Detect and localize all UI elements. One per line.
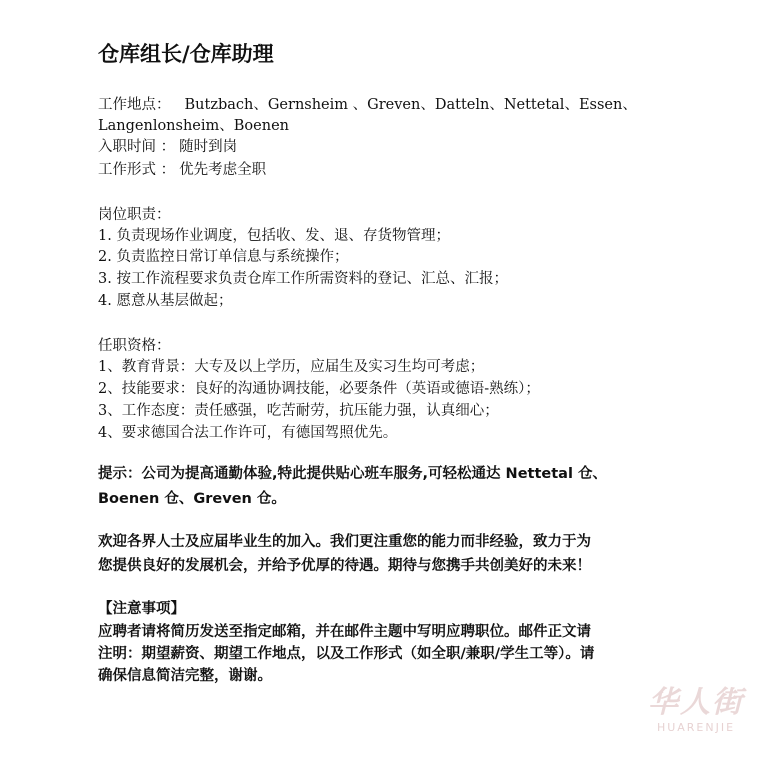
duty-item: 3. 按工作流程要求负责仓库工作所需资料的登记、汇总、汇报； [98, 271, 508, 287]
work-location-label: 工作地点： [98, 97, 171, 113]
work-form-label: 工作形式 ： [98, 162, 176, 178]
requirements-heading: 任职资格： [98, 338, 171, 354]
work-location-line [98, 95, 637, 116]
watermark-english: HUARENJIE [656, 721, 736, 734]
notice-line-3: 确保信息简洁完整，谢谢。 [98, 668, 272, 684]
duties-heading: 岗位职责： [98, 207, 171, 223]
page-title: 仓库组长/仓库助理 [98, 41, 274, 66]
requirement-item: 2、技能要求：良好的沟通协调技能，必要条件（英语或德语-熟练）； [98, 381, 540, 397]
notice-line-2: 注明：期望薪资、期望工作地点，以及工作形式（如全职/兼职/学生工等）。请 [98, 646, 595, 662]
watermark-chinese: 华人街 [648, 685, 744, 720]
work-location-line-2: Langenlonsheim、Boenen [98, 118, 289, 134]
duty-item: 1. 负责现场作业调度，包括收、发、退、存货物管理； [98, 228, 450, 244]
start-time-line [98, 137, 237, 158]
work-form-value: 优先考虑全职 [179, 162, 267, 178]
shuttle-tip-line-2: Boenen 仓、Greven 仓。 [98, 491, 286, 507]
notice-heading: 【注意事项】 [98, 601, 185, 617]
welcome-line-2: 您提供良好的发展机会，并给予优厚的待遇。期待与您携手共创美好的未来！ [98, 558, 591, 574]
work-form-line [98, 160, 266, 181]
work-location-value: Butzbach、Gernsheim 、Greven、Datteln、Nettetal、Essen、 [184, 97, 637, 113]
watermark-logo [631, 685, 761, 745]
requirement-item: 1、教育背景：大专及以上学历，应届生及实习生均可考虑； [98, 359, 485, 375]
welcome-line-1: 欢迎各界人士及应届毕业生的加入。我们更注重您的能力而非经验，致力于为 [98, 534, 591, 550]
notice-line-1: 应聘者请将简历发送至指定邮箱，并在邮件主题中写明应聘职位。邮件正文请 [98, 624, 591, 640]
requirement-item: 3、工作态度：责任感强，吃苦耐劳，抗压能力强，认真细心； [98, 403, 499, 419]
shuttle-tip-line-1: 提示：公司为提高通勤体验,特此提供贴心班车服务,可轻松通达 Nettetal 仓、 [98, 466, 607, 482]
requirement-item: 4、要求德国合法工作许可，有德国驾照优先。 [98, 425, 398, 441]
start-time-value: 随时到岗 [179, 139, 238, 155]
duty-item: 4. 愿意从基层做起； [98, 293, 233, 309]
start-time-label: 入职时间 ： [98, 139, 176, 155]
duty-item: 2. 负责监控日常订单信息与系统操作； [98, 249, 349, 265]
